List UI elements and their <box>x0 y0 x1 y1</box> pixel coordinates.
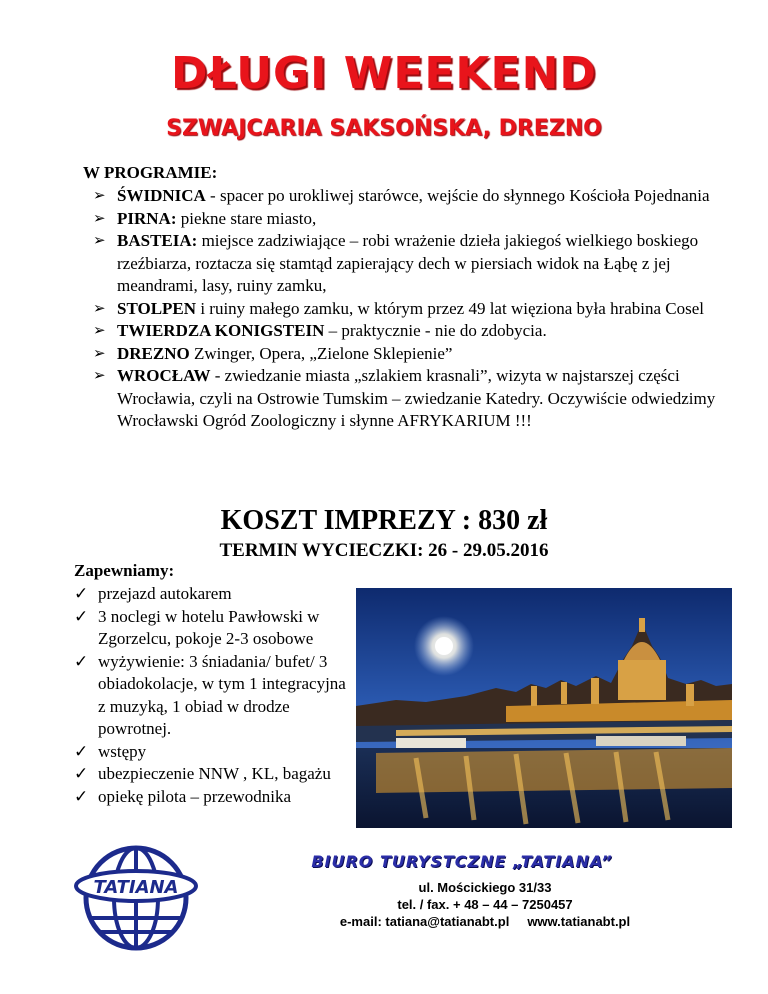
included-item <box>74 741 354 764</box>
agency-website[interactable]: www.tatianabt.pl <box>527 914 631 929</box>
program-item-text: – praktycznie - nie do zdobycia. <box>324 321 547 340</box>
checkmark-icon: ✓ <box>74 584 89 603</box>
program-item <box>93 298 753 321</box>
checkmark-icon: ✓ <box>74 786 89 806</box>
program-item-text: i ruiny małego zamku, w którym przez 49 lat więziona była hrabina Cosel <box>196 298 705 318</box>
program-item-text: Zwinger, Opera, „Zielone Sklepienie” <box>189 343 453 363</box>
arrow-bullet-icon: ➢ <box>93 323 106 339</box>
program-heading: W PROGRAMIE: <box>83 163 218 182</box>
agency-contact-line <box>310 914 660 929</box>
included-item <box>74 606 354 651</box>
arrow-bullet-icon: ➢ <box>93 300 106 317</box>
program-item <box>93 230 753 298</box>
included-list <box>74 583 354 808</box>
arrow-bullet-icon: ➢ <box>93 368 106 384</box>
program-item <box>93 185 753 208</box>
page-title: DŁUGI WEEKEND <box>171 48 597 99</box>
included-item-text: przejazd autokarem <box>98 584 232 603</box>
arrow-bullet-icon: ➢ <box>93 210 106 227</box>
included-item <box>74 763 354 786</box>
agency-email[interactable]: e-mail: tatiana@tatianabt.pl <box>339 914 510 929</box>
included-item-text: wstępy <box>98 741 147 761</box>
logo-text: TATIANA <box>93 877 179 898</box>
program-item-text: piekne stare miasto, <box>176 208 317 228</box>
program-item-lead: STOLPEN <box>117 298 197 318</box>
program-item-lead: WROCŁAW <box>117 366 211 385</box>
dresden-night-photo <box>356 588 732 828</box>
program-item-lead: BASTEIA: <box>117 231 198 250</box>
checkmark-icon: ✓ <box>74 764 89 783</box>
program-item-lead: DREZNO <box>117 343 190 363</box>
included-item-text: wyżywienie: 3 śniadania/ bufet/ 3 obiadokolacje, w tym 1 integracyjna z muzyką, 1 obiad w drodze powrotnej. <box>98 651 346 738</box>
included-heading: Zapewniamy: <box>74 561 175 580</box>
agency-phone: tel. / fax. + 48 – 44 – 7250457 <box>397 897 573 912</box>
checkmark-icon: ✓ <box>74 651 89 671</box>
program-item-lead: TWIERDZA KONIGSTEIN <box>117 321 325 340</box>
checkmark-icon: ✓ <box>74 741 89 761</box>
agency-name: BIURO TURYSTCZNE „TATIANA” <box>311 852 613 871</box>
included-item <box>74 583 354 606</box>
trip-dates: TERMIN WYCIECZKI: 26 - 29.05.2016 <box>219 540 549 561</box>
included-item-text: opiekę pilota – przewodnika <box>98 786 292 806</box>
page-subtitle: SZWAJCARIA SAKSOŃSKA, DREZNO <box>166 116 602 141</box>
program-item-lead: PIRNA: <box>117 208 177 228</box>
program-item <box>93 343 753 366</box>
included-item-text: 3 noclegi w hotelu Pawłowski w Zgorzelcu, pokoje 2-3 osobowe <box>98 606 320 648</box>
program-item-text: miejsce zadziwiające – robi wrażenie dzieła jakiegoś wielkiego boskiego rzeźbiarza, roztacza się stamtąd zapierający dech w piersiach widok na Łąbę z jej meandrami, lasy, ruiny zamku, <box>117 231 699 295</box>
program-item-lead: ŚWIDNICA <box>117 186 206 205</box>
program-item <box>93 365 753 433</box>
program-list <box>93 185 753 433</box>
program-item <box>93 320 753 343</box>
checkmark-icon: ✓ <box>74 606 89 626</box>
arrow-bullet-icon: ➢ <box>93 188 106 204</box>
included-item <box>74 786 354 809</box>
tatiana-logo <box>72 840 200 957</box>
agency-address: ul. Mościckiego 31/33 <box>418 880 552 895</box>
arrow-bullet-icon: ➢ <box>93 345 106 362</box>
included-item-text: ubezpieczenie NNW , KL, bagażu <box>98 764 331 783</box>
program-item <box>93 208 753 231</box>
included-item <box>74 651 354 741</box>
arrow-bullet-icon: ➢ <box>93 233 106 249</box>
program-item-text: - zwiedzanie miasta „szlakiem krasnali”, wizyta w najstarszej części Wrocławia, czyli na Ostrowie Tumskim – zwiedzanie Katedry. Oczywiście odwiedzimy Wrocławski Ogród Zoologiczny i słynne AFRYKARIUM !!! <box>117 366 716 430</box>
program-item-text: - spacer po urokliwej starówce, wejście do słynnego Kościoła Pojednania <box>205 186 710 205</box>
trip-cost: KOSZT IMPREZY : 830 zł <box>220 505 548 536</box>
